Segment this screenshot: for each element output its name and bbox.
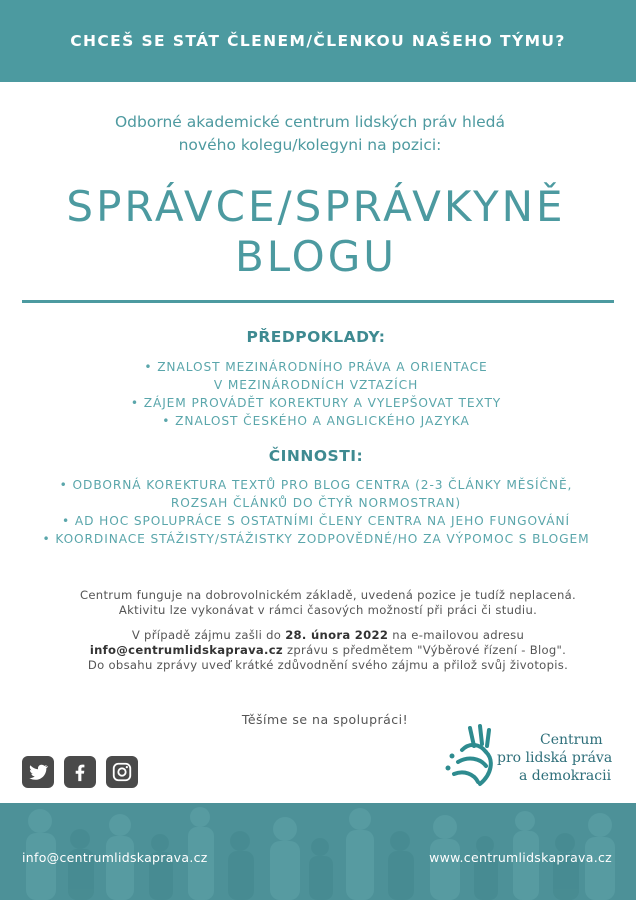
info-paragraph-contact [10, 628, 636, 673]
logo-line: Centrum [540, 732, 603, 748]
intro-line: Odborné akademické centrum lidských práv hledá [114, 113, 506, 131]
info-text: V případě zájmu zašli do [131, 628, 286, 642]
facebook-icon [69, 761, 91, 783]
intro-line: nového kolegu/kolegyni na pozici: [178, 136, 442, 154]
info-line: Aktivitu lze vykonávat v rámci časových možností při práci či studiu. [118, 603, 538, 617]
position-title-line: SPRÁVCE/SPRÁVKYNĚ [66, 182, 566, 231]
info-text: na e-mailovou adresu [388, 628, 525, 642]
logo-line: a demokracii [519, 768, 612, 784]
list-item: • ZNALOST ČESKÉHO A ANGLICKÉHO JAZYKA [0, 412, 632, 430]
list-item: • KOORDINACE STÁŽISTY/STÁŽISTKY ZODPOVĚDNÉ/HO ZA VÝPOMOC S BLOGEM [0, 530, 632, 548]
requirements-list [0, 358, 632, 430]
list-item: ROZSAH ČLÁNKŮ DO ČTYŘ NORMOSTRAN) [170, 496, 462, 510]
instagram-icon [111, 761, 133, 783]
divider [22, 300, 614, 303]
thanks-text: Těšíme se na spolupráci! [241, 712, 409, 727]
info-line [10, 628, 636, 643]
contact-email-link[interactable]: info@centrumlidskaprava.cz [89, 643, 283, 657]
list-item: • ZNALOST MEZINÁRODNÍHO PRÁVA A ORIENTACE [0, 358, 632, 376]
list-item: • AD HOC SPOLUPRÁCE S OSTATNÍMI ČLENY CENTRA NA JEHO FUNGOVÁNÍ [0, 512, 632, 530]
logo-line: pro lidská práva [497, 750, 613, 766]
organization-logo-text [497, 731, 627, 785]
list-item: • ODBORNÁ KOREKTURA TEXTŮ PRO BLOG CENTRA (2-3 ČLÁNKY MĚSÍČNĚ, [0, 476, 632, 494]
footer-website-link[interactable]: www.centrumlidskaprava.cz [429, 850, 612, 865]
intro-text [0, 111, 620, 157]
position-title [0, 182, 632, 282]
activities-list [0, 476, 632, 548]
info-text: zprávu s předmětem "Výběrové řízení - Blog". [283, 643, 567, 657]
twitter-button[interactable] [22, 756, 54, 788]
deadline-date: 28. února 2022 [285, 628, 389, 642]
info-line: Centrum funguje na dobrovolnickém základě, uvedená pozice je tudíž neplacená. [79, 588, 577, 602]
info-line: Do obsahu zprávy uveď krátké zdůvodnění svého zájmu a přilož svůj životopis. [87, 658, 569, 672]
footer-email-link[interactable]: info@centrumlidskaprava.cz [22, 850, 208, 865]
info-line [10, 643, 636, 658]
facebook-button[interactable] [64, 756, 96, 788]
activities-heading: ČINNOSTI: [268, 447, 364, 465]
top-banner [0, 0, 636, 82]
list-item: V MEZINÁRODNÍCH VZTAZÍCH [213, 378, 419, 392]
list-item: • ZÁJEM PROVÁDĚT KOREKTURY A VYLEPŠOVAT TEXTY [0, 394, 632, 412]
banner-title: CHCEŠ SE STÁT ČLENEM/ČLENKOU NAŠEHO TÝMU? [70, 32, 566, 50]
position-title-line: BLOGU [234, 232, 398, 281]
footer [0, 803, 636, 900]
twitter-icon [27, 761, 49, 783]
instagram-button[interactable] [106, 756, 138, 788]
requirements-heading: PŘEDPOKLADY: [246, 328, 386, 346]
info-paragraph-volunteer [10, 588, 636, 618]
